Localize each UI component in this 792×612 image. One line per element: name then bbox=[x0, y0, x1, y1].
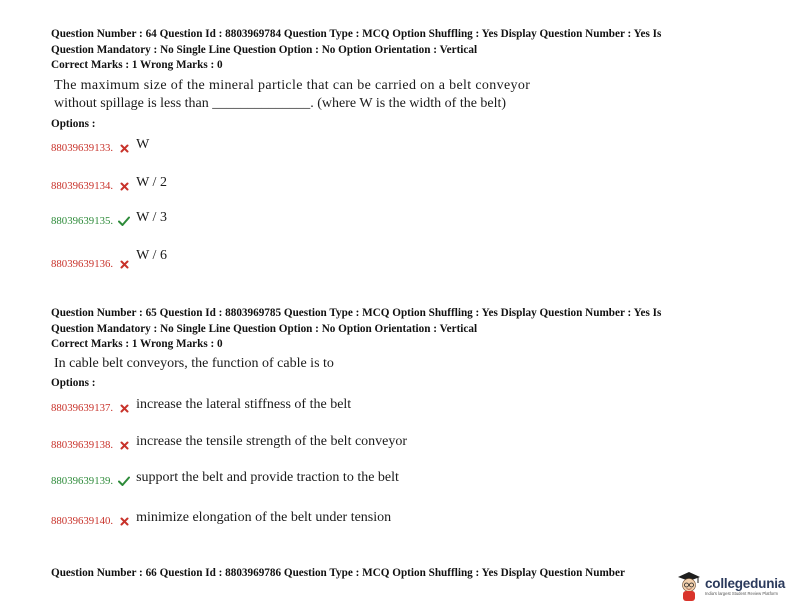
option-id: 88039639138. bbox=[51, 439, 114, 451]
q64-question-line2: without spillage is less than ______________. (where W is the width of the belt) bbox=[54, 96, 507, 111]
q65-marks: Correct Marks : 1 Wrong Marks : 0 bbox=[51, 338, 223, 350]
option-text: W / 2 bbox=[136, 175, 167, 190]
cross-icon bbox=[117, 144, 131, 153]
q64-meta-line1: Question Number : 64 Question Id : 8803969784 Question Type : MCQ Option Shuffling : Yes Display Question Number : Yes Is bbox=[51, 28, 662, 40]
q64-options-label: Options : bbox=[51, 118, 96, 130]
cross-icon bbox=[117, 260, 131, 269]
option-text: increase the tensile strength of the belt conveyor bbox=[136, 434, 408, 449]
option-id: 88039639134. bbox=[51, 180, 114, 192]
option-text: W / 6 bbox=[136, 248, 167, 263]
option-text: support the belt and provide traction to the belt bbox=[136, 470, 399, 485]
q64-question-line1: The maximum size of the mineral particle that can be carried on a belt conveyor bbox=[54, 78, 531, 93]
student-mascot-icon bbox=[676, 569, 702, 603]
q65-question-line1: In cable belt conveyors, the function of cable is to bbox=[54, 356, 334, 371]
q64-marks: Correct Marks : 1 Wrong Marks : 0 bbox=[51, 59, 223, 71]
option-text: increase the lateral stiffness of the belt bbox=[136, 397, 352, 412]
q65-option[interactable] bbox=[51, 398, 351, 418]
q65-meta-line1: Question Number : 65 Question Id : 8803969785 Question Type : MCQ Option Shuffling : Yes Display Question Number : Yes Is bbox=[51, 307, 662, 319]
check-icon bbox=[117, 216, 131, 226]
q64-meta bbox=[51, 27, 741, 74]
q66-meta-line1: Question Number : 66 Question Id : 8803969786 Question Type : MCQ Option Shuffling : Yes Display Question Number bbox=[51, 567, 625, 579]
option-id: 88039639140. bbox=[51, 515, 114, 527]
option-id: 88039639137. bbox=[51, 402, 114, 414]
q65-option[interactable] bbox=[51, 511, 391, 531]
q64-option[interactable] bbox=[51, 248, 167, 274]
q64-meta-line2: Question Mandatory : No Single Line Question Option : No Option Orientation : Vertical bbox=[51, 43, 478, 56]
cross-icon bbox=[117, 517, 131, 526]
option-id: 88039639136. bbox=[51, 258, 114, 270]
option-id: 88039639139. bbox=[51, 475, 114, 487]
q65-meta bbox=[51, 306, 741, 353]
option-text: minimize elongation of the belt under tension bbox=[136, 510, 392, 525]
q64-option[interactable] bbox=[51, 176, 167, 196]
q65-option[interactable] bbox=[51, 435, 407, 455]
logo-name: collegedunia bbox=[705, 575, 786, 591]
q65-meta-line2: Question Mandatory : No Single Line Question Option : No Option Orientation : Vertical bbox=[51, 322, 478, 335]
q64-question-text bbox=[54, 77, 614, 113]
cross-icon bbox=[117, 404, 131, 413]
collegedunia-logo bbox=[676, 566, 788, 606]
check-icon bbox=[117, 476, 131, 486]
logo-tagline: India's largest Student Review Platform bbox=[705, 590, 778, 596]
q64-option[interactable] bbox=[51, 211, 167, 231]
cross-icon bbox=[117, 182, 131, 191]
q64-option[interactable] bbox=[51, 138, 149, 158]
option-text: W bbox=[136, 137, 150, 152]
q65-options-label: Options : bbox=[51, 377, 96, 389]
q66-meta bbox=[51, 566, 671, 582]
option-text: W / 3 bbox=[136, 210, 167, 225]
q65-question-text bbox=[54, 355, 614, 373]
q65-option[interactable] bbox=[51, 471, 399, 491]
cross-icon bbox=[117, 441, 131, 450]
option-id: 88039639133. bbox=[51, 142, 114, 154]
option-id: 88039639135. bbox=[51, 215, 114, 227]
